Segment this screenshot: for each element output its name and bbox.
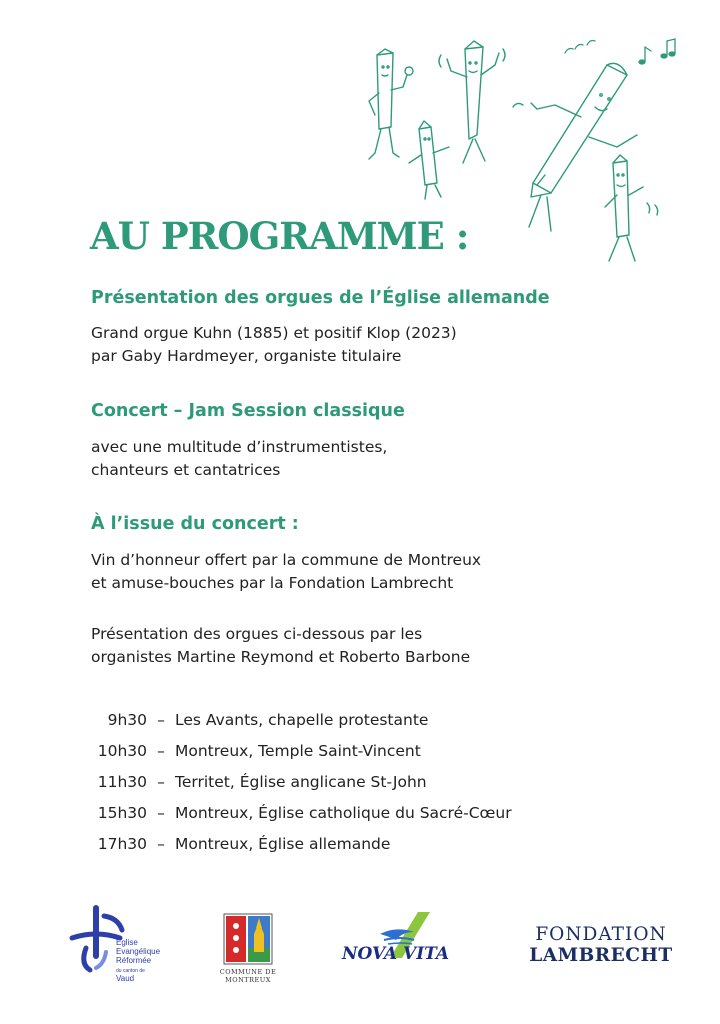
lambrecht-logo <box>526 924 676 974</box>
pipe-figure-4 <box>513 63 637 231</box>
montreux-name <box>216 968 280 984</box>
schedule-separator: – <box>157 772 165 791</box>
section-text-after-concert <box>91 549 481 595</box>
schedule-item <box>91 704 512 735</box>
schedule-time: 17h30 <box>97 834 147 853</box>
page-title: AU PROGRAMME : <box>90 214 469 258</box>
text-line: et amuse-bouches par la Fondation Lambrecht <box>91 574 454 592</box>
section-heading-organ-presentation: Présentation des orgues de l’Église allemande <box>91 288 550 308</box>
schedule-time: 10h30 <box>97 741 147 760</box>
schedule-separator: – <box>157 834 165 853</box>
montreux-line: MONTREUX <box>225 976 271 984</box>
eerv-name <box>116 938 160 983</box>
text-line: Vin d’honneur offert par la commune de Montreux <box>91 551 482 569</box>
schedule-time: 15h30 <box>97 803 147 822</box>
eerv-line: Eglise <box>116 938 138 947</box>
sponsor-logos <box>66 900 676 990</box>
text-line: organistes Martine Reymond et Roberto Barbone <box>91 648 471 666</box>
section-text-concert <box>91 436 387 482</box>
schedule-time: 11h30 <box>97 772 147 791</box>
schedule-place: Montreux, Temple Saint-Vincent <box>175 741 421 760</box>
novavita-logo <box>340 910 470 970</box>
pipe-figure-1 <box>369 49 413 159</box>
text-line: chanteurs et cantatrices <box>91 461 281 479</box>
schedule-time: 9h30 <box>107 710 147 729</box>
schedule-item <box>91 797 512 828</box>
eerv-line: du canton de <box>116 968 145 974</box>
schedule-place: Montreux, Église catholique du Sacré-Cœur <box>175 803 512 822</box>
eerv-line: Evangélique <box>116 947 161 956</box>
pipe-figure-2 <box>439 41 505 163</box>
schedule-separator: – <box>157 710 165 729</box>
lambrecht-line-1: FONDATION <box>535 924 667 945</box>
schedule-item <box>91 735 512 766</box>
pipe-figure-5 <box>605 155 658 261</box>
schedule-place: Montreux, Église allemande <box>175 834 391 853</box>
schedule-place: Territet, Église anglicane St-John <box>175 772 427 791</box>
lambrecht-line-2: LAMBRECHT <box>529 945 673 966</box>
eerv-logo <box>66 904 176 983</box>
schedule-list <box>91 704 512 859</box>
text-line: avec une multitude d’instrumentistes, <box>91 438 388 456</box>
montreux-coat-of-arms-icon <box>216 912 280 968</box>
schedule-item <box>91 828 512 859</box>
text-line: par Gaby Hardmeyer, organiste titulaire <box>91 347 402 365</box>
schedule-item <box>91 766 512 797</box>
novavita-name: NOVA VITA <box>342 944 450 964</box>
text-line: Grand orgue Kuhn (1885) et positif Klop (2023) <box>91 324 457 342</box>
montreux-line: COMMUNE DE <box>219 968 277 976</box>
music-notes-icon <box>565 39 675 64</box>
eerv-line: Réformée <box>116 956 152 965</box>
pipe-figure-3 <box>409 121 449 199</box>
schedule-separator: – <box>157 803 165 822</box>
section-text-organ-presentation <box>91 322 457 368</box>
montreux-logo <box>216 912 280 986</box>
schedule-place: Les Avants, chapelle protestante <box>175 710 429 729</box>
schedule-intro <box>91 623 470 669</box>
section-heading-after-concert: À l’issue du concert : <box>91 514 299 534</box>
section-heading-concert: Concert – Jam Session classique <box>91 401 405 421</box>
schedule-separator: – <box>157 741 165 760</box>
text-line: Présentation des orgues ci-dessous par les <box>91 625 423 643</box>
eerv-line: Vaud <box>116 974 135 983</box>
